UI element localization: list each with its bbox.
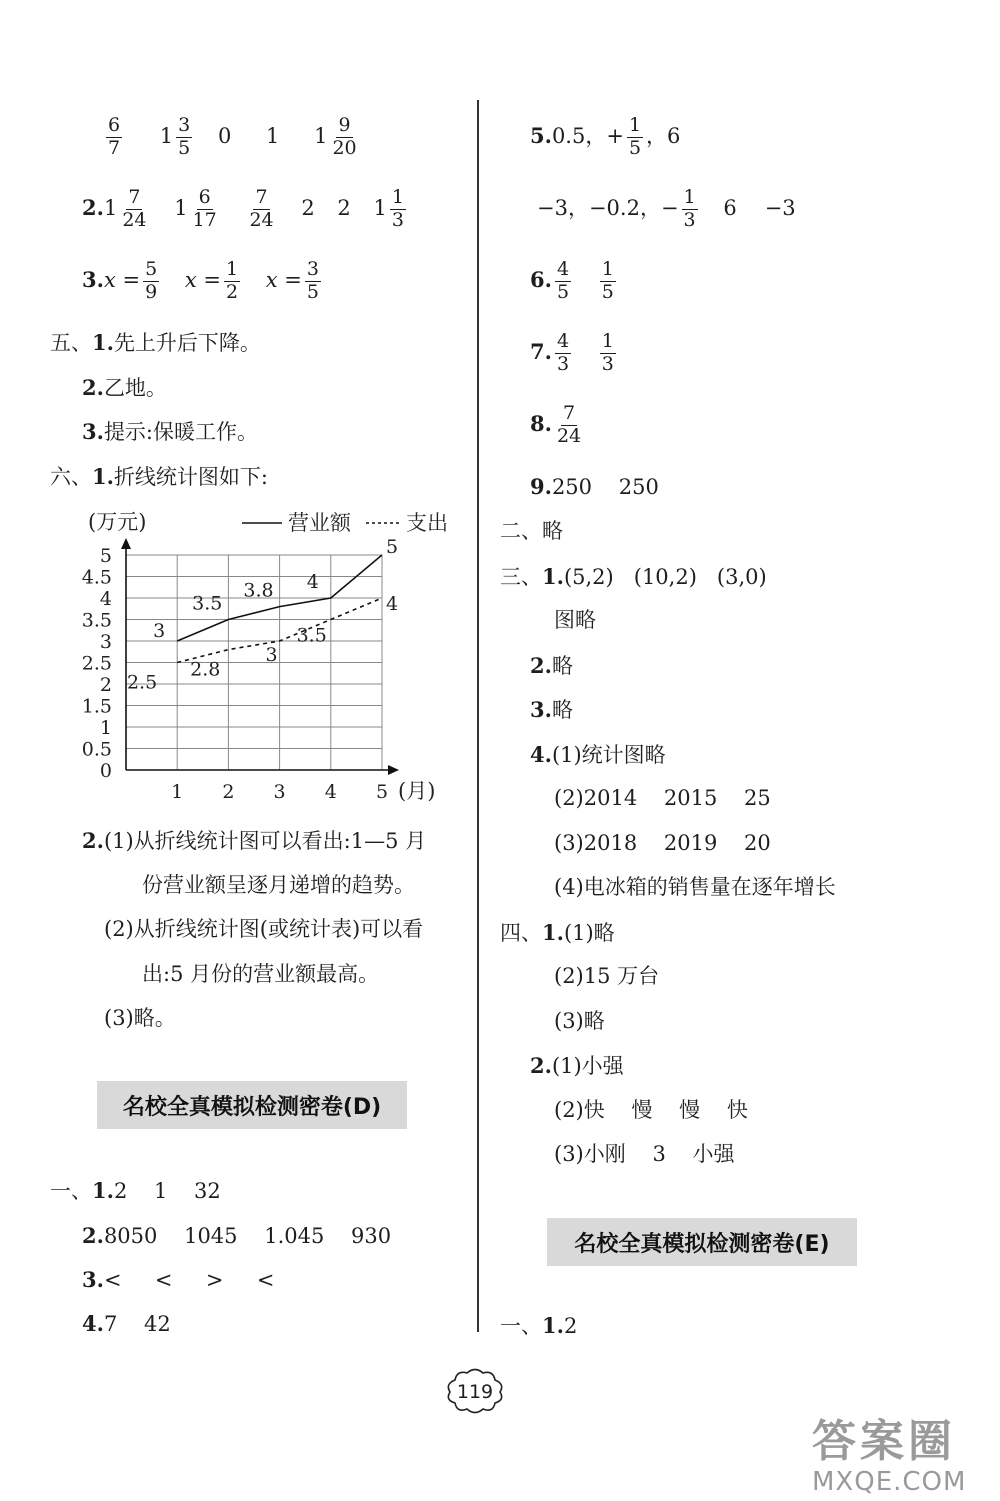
fraction: $\frac{7}{24}$ [122, 186, 147, 231]
fraction: $\frac{3}{5}$ [306, 258, 319, 303]
section-3-item-1: 三、1.(5,2) (10,2) (3,0) [500, 564, 767, 589]
fraction: $\frac{7}{24}$ [249, 186, 274, 231]
fraction: $\frac{1}{2}$ [225, 258, 239, 303]
data-label: 2.5 [126, 671, 158, 694]
chart-labels [82, 510, 448, 803]
exam-d-item-3: 3.< < > < [82, 1267, 275, 1292]
answer-line-r5b: −3，−0.2，− $\frac{1}{3}$ 6 −3 [537, 186, 796, 231]
fraction: $\frac{4}{5}$ [556, 258, 570, 303]
x-tick-label: 3 [273, 781, 286, 803]
y-tick-label: 4 [99, 588, 112, 610]
section-6-item-2-line-1: 2.(1)从折线统计图可以看出:1—5 月 [82, 828, 427, 853]
section-3-item-4c: (3)2018 2019 20 [554, 831, 771, 855]
answer-line-fractions-1: $\frac{6}{7}$ 1 $\frac{3}{5}$ 0 1 1 $\frac{9}{20}$ [108, 114, 357, 159]
answer-line-r7: 7. $\frac{4}{3}$ $\frac{1}{3}$ [530, 330, 614, 375]
fraction: $\frac{4}{3}$ [556, 330, 570, 375]
data-label: 4 [306, 571, 319, 593]
y-tick-label: 0.5 [81, 738, 112, 761]
fraction: $\frac{9}{20}$ [332, 114, 357, 159]
x-tick-label: 5 [375, 781, 389, 803]
y-tick-label: 2 [99, 674, 112, 696]
answer-line-r8: 8. $\frac{7}{24}$ [530, 402, 582, 447]
exam-d-item-1: 一、1.2 1 32 [50, 1178, 221, 1203]
section-3-item-2: 2.略 [530, 653, 573, 678]
section-5-item-1: 五、1.先上升后下降。 [50, 330, 261, 355]
fraction: $\frac{6}{17}$ [192, 186, 217, 231]
y-tick-label: 1.5 [81, 695, 112, 718]
y-tick-label: 1 [99, 717, 112, 739]
answer-line-r9: 9.250 250 [530, 474, 659, 499]
y-tick-label: 4.5 [81, 566, 112, 589]
fraction: $\frac{1}{3}$ [601, 330, 614, 375]
legend-label: 营业额 [288, 511, 351, 535]
y-tick-label: 0 [99, 760, 112, 782]
section-6-item-2-line-2: 份营业额呈逐月递增的趋势。 [142, 873, 415, 897]
section-2: 二、略 [500, 519, 563, 543]
data-label: 3.5 [192, 592, 223, 615]
x-tick-label: 2 [222, 781, 235, 803]
section-4-item-1: 四、1.(1)略 [500, 920, 615, 945]
data-label: 3.8 [243, 579, 274, 602]
unit-label: (万元) [88, 510, 147, 534]
fraction: $\frac{7}{24}$ [556, 402, 582, 447]
x-tick-label: 4 [324, 781, 337, 803]
fraction: $\frac{1}{5}$ [601, 258, 614, 303]
y-tick-label: 2.5 [81, 652, 112, 675]
section-4-item-2b: (2)快 慢 慢 快 [554, 1098, 748, 1122]
chart-axes [121, 538, 399, 775]
answer-line-2: 2.1 $\frac{7}{24}$ 1 $\frac{6}{17}$ $\frac{7}{24}$ 2 2 1 $\frac{1}{3}$ [82, 186, 404, 231]
page-number: 119 [443, 1366, 507, 1416]
exam-d-item-4: 4.7 42 [82, 1311, 171, 1336]
y-tick-label: 3.5 [81, 609, 112, 632]
legend-label: 支出 [406, 511, 448, 535]
line-chart [70, 505, 470, 805]
section-3-item-1b: 图略 [554, 608, 596, 632]
section-5-item-2: 2.乙地。 [82, 375, 167, 400]
section-4-item-2c: (3)小刚 3 小强 [554, 1142, 735, 1166]
section-6-item-2-line-3: (2)从折线统计图(或统计表)可以看 [104, 917, 424, 941]
data-label: 4 [386, 593, 399, 615]
section-3-item-3: 3.略 [530, 697, 573, 722]
answer-line-r5: 5.0.5，+ $\frac{1}{5}$ ，6 [530, 114, 681, 159]
answer-line-3: 3.x = $\frac{5}{9}$ x = $\frac{1}{2}$ x = $\frac{3}{5}$ [82, 258, 319, 303]
exam-d-item-2: 2.8050 1045 1.045 930 [82, 1223, 392, 1248]
data-label: 3.5 [296, 624, 327, 647]
section-6-item-1: 六、1.折线统计图如下: [50, 464, 269, 489]
x-axis-arrow-icon [388, 765, 399, 775]
section-6-item-2-line-4: 出:5 月份的营业额最高。 [142, 962, 380, 986]
fraction: $\frac{1}{3}$ [683, 186, 696, 231]
section-banner-e: 名校全真模拟检测密卷(E) [547, 1218, 857, 1266]
fraction: $\frac{3}{5}$ [178, 114, 191, 159]
section-6-item-2-line-5: (3)略。 [104, 1006, 176, 1030]
x-tick-label: 1 [171, 781, 184, 803]
fraction: $\frac{1}{3}$ [391, 186, 404, 231]
data-label: 3 [265, 644, 278, 666]
y-tick-label: 3 [99, 631, 112, 653]
section-4-item-1b: (2)15 万台 [554, 964, 660, 988]
data-label: 5 [386, 536, 399, 558]
y-axis-arrow-icon [121, 538, 131, 549]
column-divider [477, 100, 479, 1332]
section-banner-d: 名校全真模拟检测密卷(D) [97, 1081, 407, 1129]
fraction: $\frac{5}{9}$ [145, 258, 158, 303]
fraction: $\frac{6}{7}$ [108, 114, 121, 159]
exam-e-item-1: 一、1.2 [500, 1313, 578, 1338]
section-3-item-4: 4.(1)统计图略 [530, 742, 666, 767]
x-axis-label: (月) [398, 779, 436, 803]
section-4-item-1c: (3)略 [554, 1009, 605, 1033]
section-4-item-2: 2.(1)小强 [530, 1053, 624, 1078]
fraction: $\frac{1}{5}$ [628, 114, 642, 159]
section-3-item-4d: (4)电冰箱的销售量在逐年增长 [554, 875, 836, 899]
data-label: 2.8 [190, 658, 221, 681]
watermark-logo: 答案圈 MXQE.COM [812, 1416, 967, 1497]
section-3-item-4b: (2)2014 2015 25 [554, 786, 771, 810]
data-label: 3 [153, 620, 166, 642]
y-tick-label: 5 [99, 545, 112, 567]
answer-line-r6: 6. $\frac{4}{5}$ $\frac{1}{5}$ [530, 258, 614, 303]
section-5-item-3: 3.提示:保暖工作。 [82, 419, 259, 444]
